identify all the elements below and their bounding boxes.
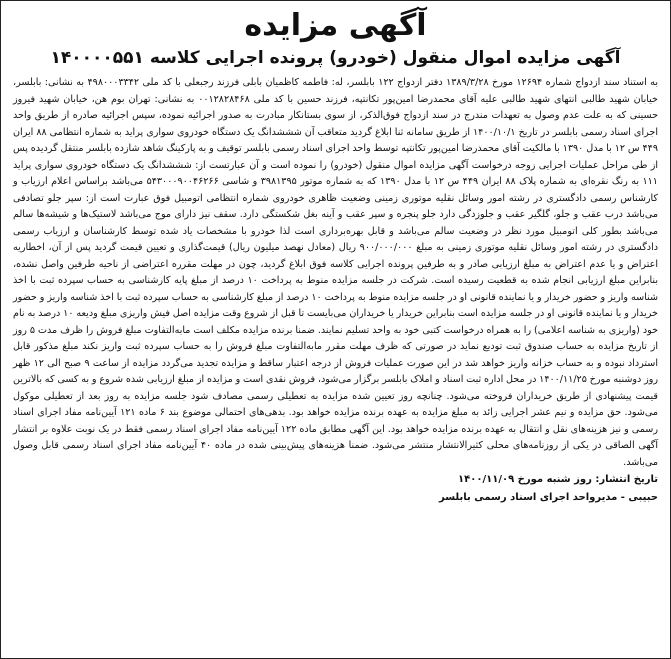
notice-subtitle: آگهی مزایده اموال منقول (خودرو) پرونده اجرایی کلاسه ۱۴۰۰۰۰۵۵۱ xyxy=(50,48,621,68)
notice-body: به استناد سند ازدواج شماره ۱۲۶۹۴ مورخ ۱۳۸۹/۳/۲۸ دفتر ازدواج ۱۲۲ بابلسر، له: فاطمه کاظمیان بابلی فرزند رجبعلی با کد ملی ۴۹۸۰۰۰۳۳۴۲ به نشانی: بابلسر، خیابان شهید طالبی انتهای شهید طالبی علیه آقای محمدرضا امین‌پور تکانتپه، فرزند حسین با کد ملی ۰۰۱۲۸۲۸۴۶۸ به نشانی: تهران بوم هن، خیابان شهید فیروز حسینی که به علت عدم وصول به تعهدات مندرج در سند ازدواج فوق‌الذکر، از سوی بستانکار مبادرت به صدور اجرائیه نموده، سپس اجرائیه صادره از طریق واحد اجرای اسناد رسمی بابلسر در تاریخ ۱۴۰۰/۱۰/۱ از طریق سامانه ثنا ابلاغ گردید متعاقب آن شششدانگ یک دستگاه خودروی سواری پراید به شماره انتظامی ۸۸ ایران ۴۴۹ س ۱۲ با مدل ۱۳۹۰ با مالکیت آقای محمدرضا امین‌پور تکانتپه توسط واحد اجرای اسناد رسمی بابلسر توقیف و به پارکینگ شاهد شازده بابلسر منتقل گردیده پس از طی مراحل عملیات اجرایی زوجه درخواست آگهی مزایده اموال منقول (خودرو) را نموده است و آن عبارتست از: شششدانگ یک دستگاه خودروی سواری پراید ۱۱۱ به رنگ نقره‌ای به شماره پلاک ۸۸ ایران ۴۴۹ س ۱۲ با مدل ۱۳۹۰ که به شماره موتور ۳۹۸۱۳۹۵ و شاسی ۵۴۳۰۰۰۹۰۰۴۶۲۶۶ می‌باشد براساس اعلام ارزیاب و کارشناس رسمی دادگستری در رشته امور وسائل نقلیه موتوری زمینی وضعیت ظاهری خودروی شماره انتظامی اتومبیل فوق عبارت است از: سپر جلو تصادفی می‌باشد درب عقب و جلو، گلگیر عقب و جلوزدگی دارد جلو پنجره و سپر عقب و آینه بغل شکستگی دارد. سقف نیز دارای موج می‌باشد لاستیک‌ها و شیشه‌ها سالم می‌باشد بطور کلی اتومبیل مورد نظر در وضعیت سالم می‌باشد و قابل بهره‌برداری است لذا خودرو با مشخصات یاد شده توسط کارشناسان و ارزیاب رسمی دادگستری در رشته امور وسائل نقلیه موتوری زمینی به مبلغ ۹۰۰/۰۰۰/۰۰۰ ریال (معادل نهصد میلیون ریال) قیمت‌گذاری و تعیین قیمت گردید پس از آن، اخطاریه اعتراض و یا عدم اعتراض به مبلغ ارزیابی صادر و به طرفین پرونده اجرایی کلاسه فوق ابلاغ گردید، چون در مهلت مقرره اعتراضی از ناحیه طرفین واصل نشده، بنابراین مبلغ ارزیابی انجام شده به قطعیت رسیده است. شرکت در جلسه مزایده منوط به پرداخت ۱۰ درصد از مبلغ پایه کارشناسی به حساب سپرده ثبت با اخذ شناسه واریز و حضور خریدار و یا نماینده قانونی او در جلسه مزایده منوط به پرداخت ۱۰ درصد از مبلغ کارشناسی به حساب سپرده ثبت با اخذ شناسه واریز و حضور خریدار و یا نماینده قانونی او در جلسه مزایده است بنابراین خریدار یا خریداران می‌بایست تا قبل از شروع وقت مزایده اصل فیش واریزی مبلغ ودیعه ۱۰ درصد به نام خود (واریزی به شناسه اعلامی) را به همراه درخواست کتبی خود به واحد تسلیم نمایند. ضمنا برنده مزایده مکلف است مابه‌التفاوت مبلغ فروش را ظرف مدت ۵ روز از تاریخ مزایده به حساب صندوق ثبت تودیع نماید در صورتی که ظرف مهلت مقرر مابه‌التفاوت مبلغ فروش را به حساب سپرده ثبت واریز نکند مبلغ مذکور قابل استرداد نبوده و به حساب خزانه واریز خواهد شد در این صورت عملیات فروش از درجه اعتبار ساقط و مزایده تجدید می‌گردد مزایده از ساعت ۹ صبح الی ۱۲ ظهر روز دوشنبه مورخ ۱۴۰۰/۱۱/۲۵ در محل اداره ثبت اسناد و املاک بابلسر برگزار می‌شود، فروش نقدی است و مزایده از مبلغ ارزیابی شده شروع و به کسی که بالاترین قیمت پیشنهادی از طریق خریداران فروخته می‌شود. چنانچه روز تعیین شده مزایده به تعطیلی رسمی مصادف شود جلسه مزایده به روز بعد از تعطیلی موکول می‌شود. حق مزایده و نیم عشر اجرایی زائد به مبلغ مزایده به عهده برنده مزایده خواهد بود. بدهی‌های احتمالی موضوع بند ۶ ماده ۱۲۱ آیین‌نامه مفاد اجرای اسناد رسمی و نیز هزینه‌های نقل و انتقال به عهده برنده مزایده خواهد بود. این آگهی مطابق ماده ۱۲۲ آیین‌نامه مفاد اجرای اسناد رسمی فقط در یک نوبت علاوه بر انتشار آگهی الصاقی در یکی از روزنامه‌های محلی کثیرالانتشار منتشر می‌شود. ضمنا هزینه‌های پیش‌بینی شده در ماده ۴۰ آیین‌نامه مفاد اجرای اسناد رسمی قابل وصول می‌باشد. xyxy=(13,77,659,468)
publication-date: تاریخ انتشار: روز شنبه مورخ ۱۴۰۰/۱۱/۰۹ xyxy=(458,474,658,485)
signature: حبیبی - مدیرواحد اجرای اسناد رسمی بابلسر xyxy=(438,492,658,503)
notice-title: آگهی مزایده xyxy=(244,8,427,43)
